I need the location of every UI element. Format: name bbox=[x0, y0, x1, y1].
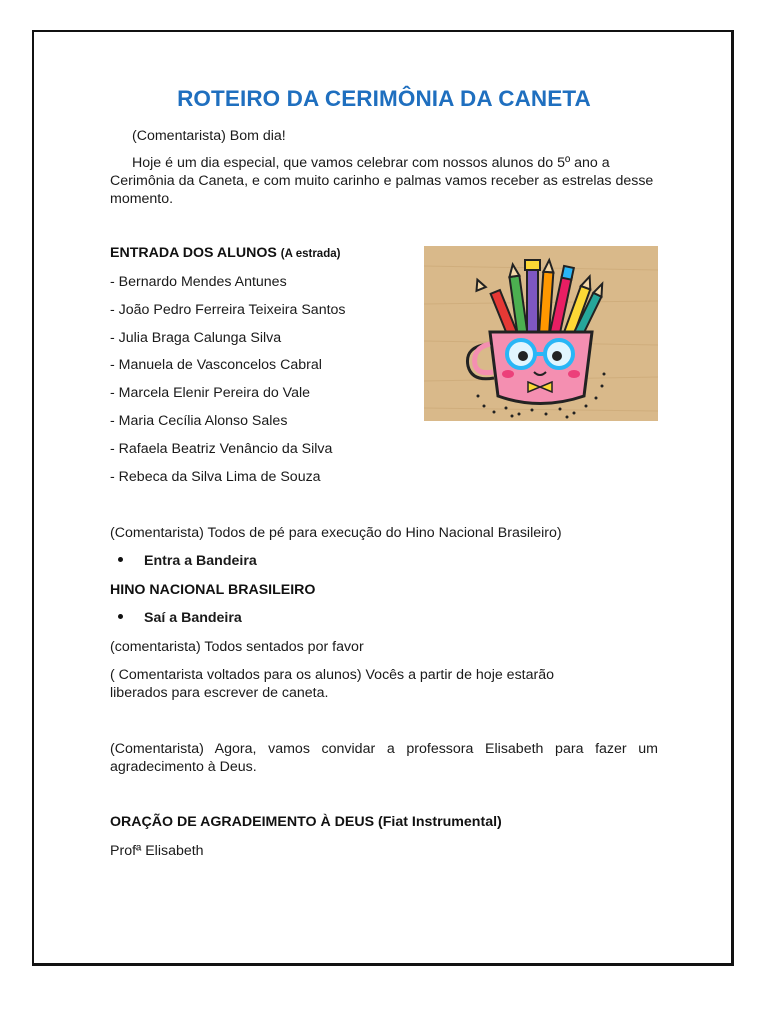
pen-release-paragraph: ( Comentarista voltados para os alunos) Vocês a partir de hoje estarão liberados para escrever de caneta. bbox=[110, 667, 554, 701]
invite-paragraph: (Comentarista) Agora, vamos convidar a professora Elisabeth para fazer um agradecimento à Deus. bbox=[110, 741, 658, 775]
entrance-heading-text: ENTRADA DOS ALUNOS bbox=[110, 245, 277, 261]
entrance-note: (A estrada) bbox=[280, 248, 341, 260]
student-name: - Rebeca da Silva Lima de Souza bbox=[110, 469, 321, 485]
student-name: - Julia Braga Calunga Silva bbox=[110, 330, 282, 346]
document-title: ROTEIRO DA CERIMÔNIA DA CANETA bbox=[177, 86, 591, 111]
student-name: - Maria Cecília Alonso Sales bbox=[110, 413, 288, 429]
student-name: - Marcela Elenir Pereira do Vale bbox=[110, 385, 311, 401]
bullet-icon bbox=[118, 614, 123, 619]
student-name: - João Pedro Ferreira Teixeira Santos bbox=[110, 302, 346, 318]
bullet-icon bbox=[118, 557, 123, 562]
anthem-call-line: (Comentarista) Todos de pé para execução do Hino Nacional Brasileiro) bbox=[110, 525, 562, 541]
intro-paragraph: Hoje é um dia especial, que vamos celebrar com nossos alunos do 5º ano a Cerimônia da Caneta, e com muito carinho e palmas vamos receber as estrelas desse momento. bbox=[110, 155, 654, 207]
anthem-heading: HINO NACIONAL BRASILEIRO bbox=[110, 582, 316, 598]
entrance-heading bbox=[110, 245, 340, 261]
student-name: - Manuela de Vasconcelos Cabral bbox=[110, 357, 322, 373]
flag-enter-item bbox=[118, 553, 257, 569]
greeting-line: (Comentarista) Bom dia! bbox=[132, 128, 286, 144]
pencil-cup-illustration bbox=[424, 246, 658, 421]
student-name: - Rafaela Beatriz Venâncio da Silva bbox=[110, 441, 333, 457]
prayer-heading: ORAÇÃO DE AGRADEIMENTO À DEUS (Fiat Instrumental) bbox=[110, 814, 502, 830]
student-name: - Bernardo Mendes Antunes bbox=[110, 274, 287, 290]
flag-enter-text: Entra a Bandeira bbox=[144, 553, 257, 569]
pencil-cup-image bbox=[424, 246, 658, 421]
sit-call-line: (comentarista) Todos sentados por favor bbox=[110, 639, 364, 655]
flag-exit-item bbox=[118, 610, 242, 626]
teacher-name: Profª Elisabeth bbox=[110, 843, 204, 859]
flag-exit-text: Saí a Bandeira bbox=[144, 610, 242, 626]
